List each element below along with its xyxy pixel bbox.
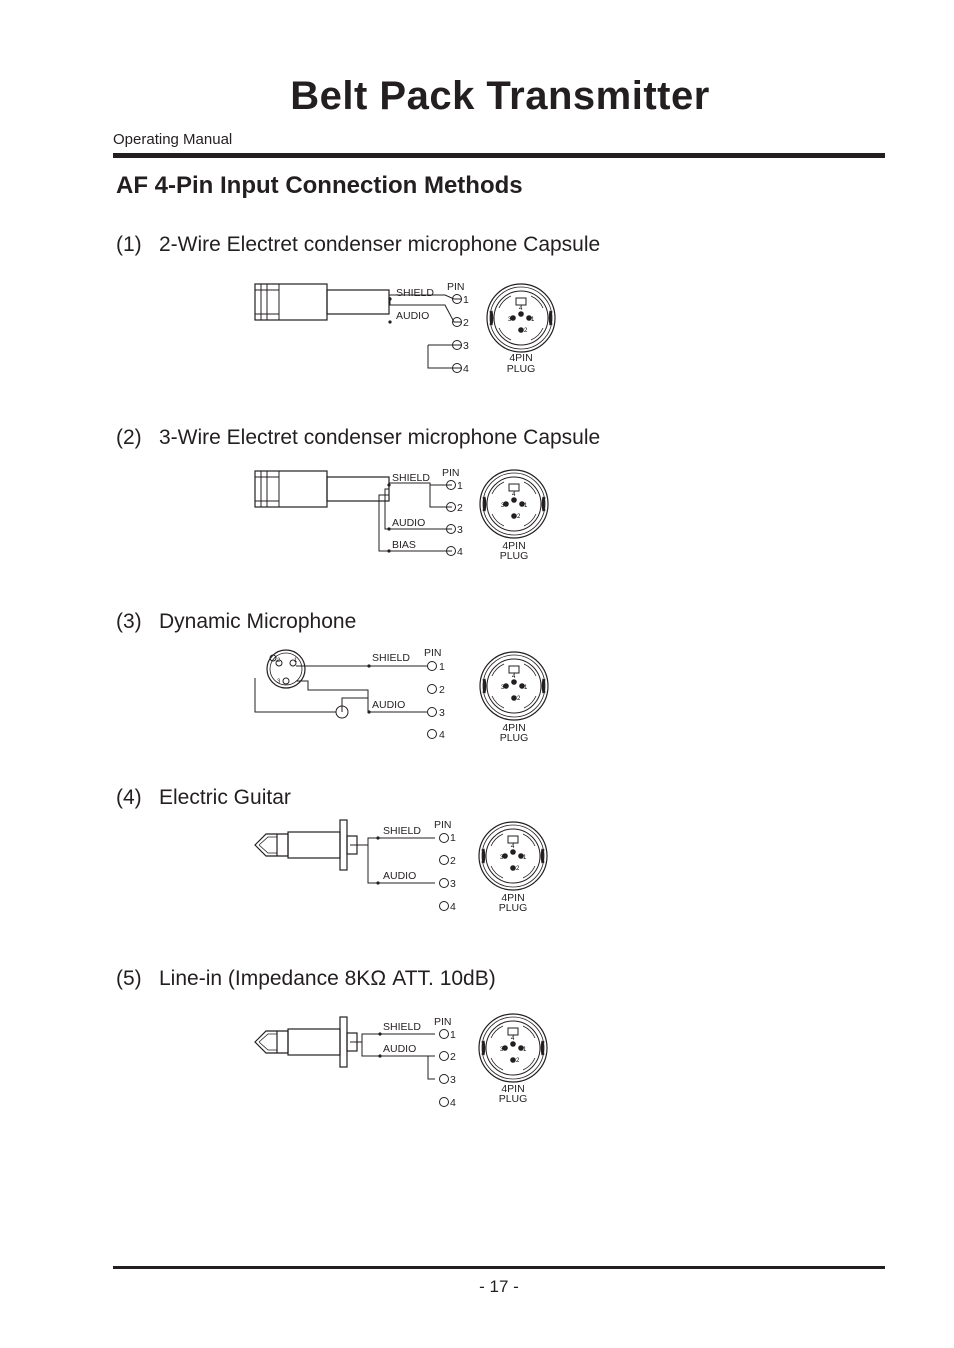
svg-text:1: 1 (294, 658, 298, 664)
pin-number: 3 (463, 340, 469, 352)
page-number: - 17 - (479, 1277, 519, 1296)
section-5-title (116, 967, 496, 991)
pin-number: 1 (439, 661, 445, 673)
section-label: Electric Guitar (159, 786, 291, 809)
xlr-connector-icon (267, 650, 305, 688)
pin-number: 4 (450, 1097, 456, 1109)
shield-label: SHIELD (396, 287, 434, 299)
phone-plug-icon (255, 1017, 357, 1067)
pin-number: 2 (450, 1051, 456, 1063)
plug-label: PLUG (498, 902, 528, 914)
shield-label: SHIELD (383, 1021, 421, 1033)
pin-number: 1 (450, 832, 456, 844)
section-label: 3-Wire Electret condenser microphone Capsule (159, 426, 601, 449)
pin-number: 2 (457, 502, 463, 514)
bias-label: BIAS (392, 539, 416, 551)
section-label: Line-in (Impedance 8KΩ ATT. 10dB) (159, 967, 496, 990)
audio-label: AUDIO (392, 517, 426, 529)
electret-capsule-icon (255, 284, 389, 320)
shield-label: SHIELD (372, 652, 410, 664)
section-number: (3) (116, 610, 142, 633)
diagram-electric-guitar (250, 815, 570, 925)
plug-label: 4PIN (502, 540, 526, 552)
pin-number: 3 (457, 524, 463, 536)
pin-number: 4 (450, 901, 456, 913)
manual-subtitle: Operating Manual (113, 131, 233, 148)
audio-label: AUDIO (383, 870, 417, 882)
diagram-2wire-electret (250, 275, 570, 385)
pin-number: 2 (439, 684, 445, 696)
pin-number: 4 (463, 363, 469, 375)
pin-label: PIN (434, 1016, 452, 1028)
header-rule (113, 153, 885, 158)
shield-label: SHIELD (383, 825, 421, 837)
pin-label: PIN (424, 647, 442, 659)
plug-label: PLUG (506, 363, 536, 375)
pin-number: 1 (457, 480, 463, 492)
diagram-line-in (250, 1012, 570, 1122)
pin-number: 2 (450, 855, 456, 867)
audio-label: AUDIO (396, 310, 430, 322)
4pin-plug-icon (480, 652, 548, 720)
plug-label: 4PIN (509, 352, 533, 364)
diagram-dynamic-microphone (250, 643, 570, 753)
section-number: (5) (116, 967, 142, 990)
section-heading: AF 4-Pin Input Connection Methods (116, 172, 523, 199)
4pin-plug-icon (480, 470, 548, 538)
pin-number: 4 (439, 729, 445, 741)
svg-text:3: 3 (277, 679, 281, 685)
4pin-plug-icon (487, 284, 555, 352)
section-number: (1) (116, 233, 142, 256)
section-2-title (116, 426, 600, 450)
plug-label: 4PIN (502, 722, 526, 734)
diagram-3wire-electret (250, 462, 570, 572)
pin-number: 1 (463, 294, 469, 306)
plug-label: PLUG (499, 732, 529, 744)
audio-label: AUDIO (383, 1043, 417, 1055)
shield-label: SHIELD (392, 472, 430, 484)
audio-label: AUDIO (372, 699, 406, 711)
section-1-title (116, 233, 600, 257)
pin-label: PIN (442, 467, 460, 479)
section-label: Dynamic Microphone (159, 610, 357, 633)
section-label: 2-Wire Electret condenser microphone Capsule (159, 233, 601, 256)
plug-label: PLUG (499, 550, 529, 562)
pin-label: PIN (434, 819, 452, 831)
footer-rule (113, 1266, 885, 1269)
electret-capsule-icon (255, 471, 389, 507)
plug-label: PLUG (498, 1093, 528, 1105)
pin-number: 3 (450, 878, 456, 890)
section-number: (4) (116, 786, 142, 809)
pin-number: 1 (450, 1029, 456, 1041)
pin-number: 3 (439, 707, 445, 719)
plug-label: 4PIN (501, 892, 525, 904)
pin-number: 4 (457, 546, 463, 558)
4pin-plug-icon (479, 1014, 547, 1082)
section-4-title (116, 786, 291, 810)
phone-plug-icon (255, 820, 357, 870)
page-title: Belt Pack Transmitter (290, 74, 710, 118)
svg-text:2: 2 (277, 658, 281, 664)
plug-label: 4PIN (501, 1083, 525, 1095)
section-number: (2) (116, 426, 142, 449)
pin-label: PIN (447, 281, 465, 293)
pin-number: 3 (450, 1074, 456, 1086)
4pin-plug-icon (479, 822, 547, 890)
pin-number: 2 (463, 317, 469, 329)
section-3-title (116, 610, 356, 634)
